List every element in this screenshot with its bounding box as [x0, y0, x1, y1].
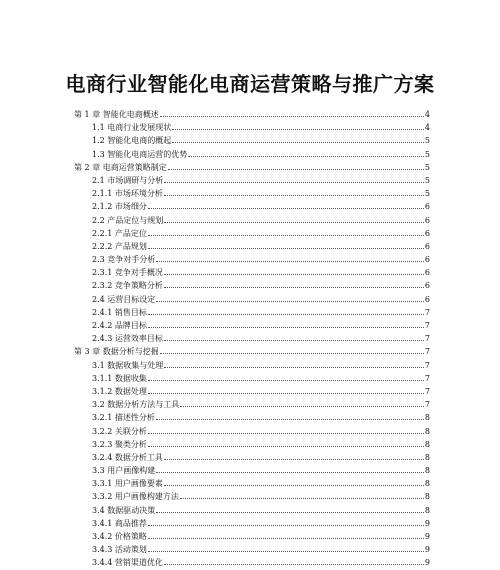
toc-leader-dots — [148, 392, 424, 394]
toc-entry[interactable] — [74, 121, 430, 134]
toc-entry-label: 1.1 电商行业发展现状 — [92, 123, 172, 133]
toc-leader-dots — [156, 471, 424, 473]
toc-entry-label: 3.2.2 关联分析 — [92, 426, 147, 436]
toc-entry-label: 第 3 章 数据分析与挖掘 — [74, 347, 159, 357]
toc-entry-label: 3.3.1 用户画像要素 — [92, 479, 163, 489]
toc-leader-dots — [180, 497, 424, 499]
toc-entry-label: 2.4.1 销售目标 — [92, 307, 147, 317]
toc-leader-dots — [164, 366, 424, 368]
toc-entry-label: 2.4.3 运营效率目标 — [92, 334, 163, 344]
toc-entry-label: 3.2 数据分析方法与工具 — [92, 400, 180, 410]
toc-entry-page-number: 6 — [424, 281, 430, 291]
toc-entry-page-number: 9 — [424, 545, 430, 555]
toc-entry[interactable] — [74, 319, 430, 332]
toc-entry-page-number: 9 — [424, 518, 430, 528]
toc-leader-dots — [148, 445, 424, 447]
toc-leader-dots — [164, 181, 424, 183]
toc-entry[interactable] — [74, 293, 430, 306]
toc-leader-dots — [164, 339, 424, 341]
toc-entry[interactable] — [74, 425, 430, 438]
toc-entry[interactable] — [74, 174, 430, 187]
toc-entry[interactable] — [74, 556, 430, 569]
toc-entry-label: 2.3.2 竞争策略分析 — [92, 281, 163, 291]
toc-entry[interactable] — [74, 411, 430, 424]
toc-leader-dots — [164, 273, 424, 275]
toc-entry-label: 3.4.4 营销渠道优化 — [92, 558, 163, 568]
toc-entry-page-number: 8 — [424, 492, 430, 502]
toc-entry[interactable] — [74, 187, 430, 200]
document-title: 电商行业智能化电商运营策略与推广方案 — [65, 72, 435, 96]
toc-entry[interactable] — [74, 385, 430, 398]
toc-entry-label: 第 1 章 智能化电商概述 — [74, 110, 159, 119]
toc-leader-dots — [160, 115, 424, 117]
toc-entry-page-number: 7 — [424, 347, 430, 357]
toc-entry-page-number: 5 — [424, 149, 430, 159]
toc-entry-page-number: 7 — [424, 334, 430, 344]
toc-entry-label: 3.4.2 价格策略 — [92, 532, 147, 541]
toc-entry-label: 2.2.2 产品规划 — [92, 241, 147, 251]
toc-entry-page-number: 5 — [424, 175, 430, 185]
toc-entry[interactable] — [74, 477, 430, 490]
toc-leader-dots — [148, 313, 424, 315]
toc-leader-dots — [164, 286, 424, 288]
toc-entry-label: 3.2.1 描述性分析 — [92, 413, 155, 423]
toc-leader-dots — [148, 537, 424, 539]
toc-leader-dots — [168, 168, 424, 170]
toc-leader-dots — [156, 300, 424, 302]
toc-entry-page-number: 7 — [424, 307, 430, 317]
toc-entry-page-number: 8 — [424, 426, 430, 436]
toc-leader-dots — [180, 405, 424, 407]
toc-leader-dots — [156, 260, 424, 262]
toc-entry-page-number: 6 — [424, 268, 430, 278]
toc-entry-page-number: 5 — [424, 162, 430, 172]
toc-entry-label: 2.2 产品定位与规划 — [92, 215, 164, 225]
toc-entry[interactable] — [74, 517, 430, 530]
toc-entry-page-number: 7 — [424, 386, 430, 396]
toc-leader-dots — [148, 207, 424, 209]
toc-entry-label: 3.4 数据驱动决策 — [92, 505, 156, 515]
toc-entry-label: 第 2 章 电商运营策略制定 — [74, 162, 167, 172]
toc-entry[interactable] — [74, 398, 430, 411]
toc-entry-page-number: 9 — [424, 558, 430, 568]
toc-entry[interactable] — [74, 227, 430, 240]
toc-entry[interactable] — [74, 253, 430, 266]
toc-entry-label: 3.3.2 用户画像构建方法 — [92, 492, 179, 502]
toc-entry[interactable] — [74, 543, 430, 556]
toc-leader-dots — [188, 155, 424, 157]
toc-entry-page-number: 7 — [424, 360, 430, 370]
toc-entry-page-number: 8 — [424, 439, 430, 449]
toc-entry-page-number: 4 — [424, 110, 430, 119]
toc-entry[interactable] — [74, 464, 430, 477]
toc-leader-dots — [164, 484, 424, 486]
toc-leader-dots — [164, 458, 424, 460]
toc-entry-page-number: 5 — [424, 136, 430, 146]
toc-entry-label: 1.2 智能化电商的概起 — [92, 136, 172, 146]
toc-entry[interactable] — [74, 240, 430, 253]
toc-entry[interactable] — [74, 134, 430, 147]
toc-entry[interactable] — [74, 345, 430, 358]
toc-entry[interactable] — [74, 214, 430, 227]
toc-entry-label: 3.2.3 聚类分析 — [92, 439, 147, 449]
toc-entry-page-number: 5 — [424, 189, 430, 199]
toc-leader-dots — [172, 128, 424, 130]
toc-entry-label: 2.1.2 市场细分 — [92, 202, 147, 212]
toc-leader-dots — [148, 247, 424, 249]
toc-entry[interactable] — [74, 266, 430, 279]
toc-entry[interactable] — [74, 332, 430, 345]
toc-entry-label: 3.2.4 数据分析工具 — [92, 452, 163, 462]
toc-leader-dots — [160, 352, 424, 354]
toc-entry-label: 3.3 用户画像构建 — [92, 466, 156, 476]
toc-entry-label: 1.3 智能化电商运营的优势 — [92, 149, 188, 159]
toc-entry-label: 3.4.1 商品推荐 — [92, 518, 147, 528]
toc-entry-label: 2.1.1 市场环境分析 — [92, 189, 163, 199]
table-of-contents — [74, 108, 430, 570]
toc-entry-page-number: 6 — [424, 202, 430, 212]
toc-leader-dots — [148, 326, 424, 328]
toc-entry[interactable] — [74, 504, 430, 517]
toc-entry-page-number: 7 — [424, 400, 430, 410]
toc-entry-page-number: 7 — [424, 373, 430, 383]
toc-entry-label: 3.1 数据收集与处理 — [92, 360, 164, 370]
toc-leader-dots — [164, 221, 424, 223]
toc-entry-label: 3.1.2 数据处理 — [92, 386, 147, 396]
toc-entry-label: 3.1.1 数据收集 — [92, 373, 147, 383]
toc-entry-page-number: 6 — [424, 215, 430, 225]
toc-entry[interactable] — [74, 279, 430, 292]
toc-entry[interactable] — [74, 530, 430, 543]
toc-entry-page-number: 8 — [424, 466, 430, 476]
toc-entry-label: 2.3.1 竞争对手概况 — [92, 268, 163, 278]
toc-entry-label: 2.3 竞争对手分析 — [92, 255, 156, 265]
toc-leader-dots — [172, 141, 424, 143]
toc-entry[interactable] — [74, 200, 430, 213]
toc-leader-dots — [148, 550, 424, 552]
toc-entry-page-number: 6 — [424, 241, 430, 251]
toc-entry-label: 3.4.3 活动策划 — [92, 545, 147, 555]
toc-entry[interactable] — [74, 451, 430, 464]
toc-entry-page-number: 7 — [424, 321, 430, 330]
toc-entry-page-number: 6 — [424, 255, 430, 265]
toc-entry[interactable] — [74, 490, 430, 503]
toc-leader-dots — [156, 511, 424, 513]
toc-leader-dots — [156, 418, 424, 420]
toc-entry-label: 2.4.2 品牌目标 — [92, 321, 147, 330]
toc-leader-dots — [164, 563, 424, 565]
toc-entry-page-number: 9 — [424, 532, 430, 541]
toc-entry[interactable] — [74, 438, 430, 451]
toc-entry-page-number: 4 — [424, 123, 430, 133]
toc-entry-page-number: 6 — [424, 294, 430, 304]
toc-entry-label: 2.1 市场调研与分析 — [92, 175, 164, 185]
toc-entry-page-number: 8 — [424, 479, 430, 489]
toc-entry[interactable] — [74, 108, 430, 121]
toc-leader-dots — [148, 432, 424, 434]
toc-entry-page-number: 8 — [424, 505, 430, 515]
toc-leader-dots — [148, 379, 424, 381]
toc-entry-page-number: 8 — [424, 413, 430, 423]
toc-entry-label: 2.2.1 产品定位 — [92, 228, 147, 238]
toc-entry[interactable] — [74, 306, 430, 319]
toc-entry-page-number: 6 — [424, 228, 430, 238]
toc-entry[interactable] — [74, 161, 430, 174]
toc-entry-label: 2.4 运营目标设定 — [92, 294, 156, 304]
toc-entry[interactable] — [74, 359, 430, 372]
toc-entry-page-number: 8 — [424, 452, 430, 462]
toc-leader-dots — [148, 524, 424, 526]
toc-entry[interactable] — [74, 148, 430, 161]
toc-leader-dots — [148, 234, 424, 236]
toc-leader-dots — [164, 194, 424, 196]
toc-entry[interactable] — [74, 372, 430, 385]
